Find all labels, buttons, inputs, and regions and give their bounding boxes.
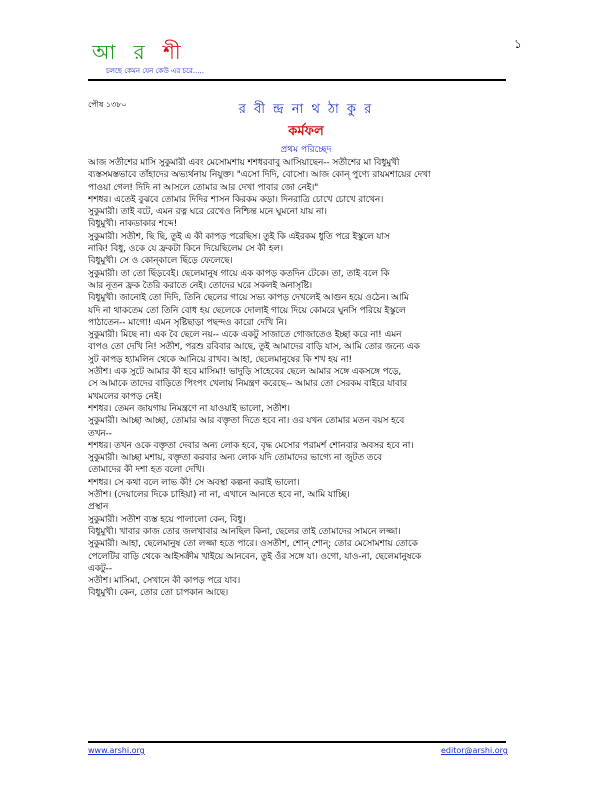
text-line: একটু-- [88,563,112,574]
text-line: নাকি! বিধু, ওকে যে ফ্রকটা কিনে দিয়েছিলেম সে কী হল। [88,244,284,255]
website-link[interactable]: www.arshi.org [88,746,145,755]
text-line: বিধুমুখী। নাকডাকার শব্দে! [88,219,178,230]
text-line: শশধর। তেমন জায়গায় নিমন্ত্রণে না যাওয়াই ভালো, সতীশ। [88,403,290,414]
text-line: বিধুমুখী। জানোই তো দিদি, তিনি ছেলের গায়ে সভ্য কাপড় দেখলেই আগুন হয়ে ওঠেন। আমি [88,293,409,304]
text-line: পেলেটির বাড়ি থেকে আইসক্রীম খাইয়ে আনবেন, তুই ওঁর সঙ্গে যা। ওগো, যাও-না, ছেলেমানুষকে [88,551,422,562]
magazine-tagline: চলছে কেমন যেন কেউ এর চরে..... [106,67,204,75]
text-line: সতীশ। এক সুটে আমার কী হবে মাসিমা! ভাদুড়ি সাহেবের ছেলে আমার সঙ্গে একসঙ্গে পড়ে, [88,367,402,378]
footer-divider [88,741,506,743]
text-line: বাপও তো দেখি নি! সতীশ, পরশু রবিবার আছে, তুই আমাদের বাড়ি যাস, আমি তোর জন্যে এক [88,342,420,353]
text-line: পাওয়া গেল! দিদি না আসলে তোমার আর দেখা পাবার জো নেই।" [88,182,319,193]
text-line: তখন-- [88,428,112,439]
text-line: সে আমাকে তাদের বাড়িতে পিংপং খেলায় নিমন্ত্রণ করেছে-- আমার তো সেরকম বাইরে যাবার [88,379,408,390]
text-line: সুকুমারী। সতীশ ব্যস্ত হয়ে পালালো কেন, বিধু। [88,514,246,525]
author-name: র বী ন্দ্র না থ ঠা কু র [238,102,374,117]
text-line: সুকুমারী। তাই বটে, এমন রত্ন ঘরে রেখেও নিশ্চিন্ত মনে ঘুমনো যায় না। [88,207,327,218]
text-line: সুকুমারী। তা তো ছিঁড়বেই। ছেলেমানুষ গায়ে এক কাপড় কতদিন টেকে। তা, তাই বলে কি [88,268,390,279]
text-line: সতীশ। মাসিমা, সেখানে কী কাপড় পরে যাব। [88,576,241,587]
text-line: আর নূতন ফ্রক তৈরি করাতে নেই। তোদের ঘরে সকলই অনাসৃষ্টি। [88,280,312,291]
text-line: সুকুমারী। আচ্ছা আচ্ছা, তোমার আর বক্তৃতা দিতে হবে না। ওর যখন তোমার মতন বয়স হবে [88,416,405,427]
text-line: বিধুমুখী। খাবার কাজ তোর জলখাবার আনছিল কিনা, ছেলের তাই তোমাদের সামনে লজ্জা। [88,526,401,537]
text-line: শশধর। এতেই বুঝবে তোমার দিদির শাসন কিরকম কড়া। দিনরাত্রি চোখে চোখে রাখেন। [88,194,384,205]
issue-date: পৌষ ১৩৮০ [88,100,127,109]
logo-part-1: আ র [92,40,164,64]
text-line: সুট কাপড় হ্যামলিন থেকে আনিয়ে রাখব। আহা, ছেলেমানুষের কি শখ হয় না! [88,354,353,365]
email-link[interactable]: editor@arshi.org [441,746,508,755]
text-line: শশধর। সে কথা বলে লাভ কী! সে অবস্থা কল্পনা করাই ভালো। [88,477,300,488]
text-line: প্রস্থান [88,502,109,513]
text-line: আজ সতীশের মাসি সুকুমারী এবং মেসোমশায় শশধরবাবু আসিয়াছেন-- সতীশের মা বিধুমুখী [88,158,400,168]
text-line: সুকুমারী। সতীশ, ছি ছি, তুই এ কী কাপড় পরেছিস। তুই কি এইরকম ধুতি পরে ইস্কুলে যাস [88,231,390,242]
logo-part-2: শী [163,40,187,64]
story-title: কর্মফল [288,124,324,139]
text-line: তোমাদের কী দশা হত বলো দেখি। [88,465,205,476]
article-body [88,157,506,600]
text-line: বিধুমুখী। সে ও কোন্‌কালে ছিঁড়ে ফেলেছে। [88,256,233,267]
text-line: বিধুমুখী। কেন, তোর তো চাপকান আছে। [88,588,229,599]
chapter-heading: প্রথম পরিচ্ছেদ [280,145,332,155]
text-line: পাঠাতেন-- মাগো! এমন সৃষ্টিছাড়া পছন্দও কারো দেখি নি। [88,317,287,328]
text-line: মখমলের কাপড় নেই। [88,391,162,402]
text-line: ব্যস্তসমস্তভাবে তাঁহাদের অভ্যর্থনায় নিযুক্ত। "এসো দিদি, বোসো। আজ কোন্ পুণ্যে রায়মশায়ের দেখা [88,170,431,181]
text-line: সুকুমারী। মিছে না। এক বৈ ছেলে নয়-- একে একটু সাজাতে গোজাতেও ইচ্ছা করে না! এমন [88,330,402,341]
header-divider [88,79,506,81]
page-number: ১ [514,37,522,51]
text-line: শশধর। তখন ওকে বক্তৃতা দেবার অন্য লোক হবে, বৃদ্ধ মেসোর পরামর্শ শোনবার অবসর হবে না। [88,440,414,451]
text-line: সুকুমারী। আহা, ছেলেমানুষ তো লজ্জা হতে পারে। ওসতীশ, শোন্‌ শোন্‌; তোর মেসোমশায় তোকে [88,539,418,550]
text-line: যদি না থাকতেম তো তিনি বোধ হয় ছেলেকে দোলাই গায়ে দিয়ে কোমরে ঘুনসি পরিয়ে ইস্কুলে [88,305,406,316]
text-line: সতীশ। (দেয়ালের দিকে চাহিয়া) না না, এখানে আনতে হবে না, আমি যাচ্ছি। [88,490,350,501]
text-line: সুকুমারী। আচ্ছা মশায়, বক্তৃতা করবার অন্য লোক যদি তোমাদের ভাগ্যে না জুটত তবে [88,453,382,464]
